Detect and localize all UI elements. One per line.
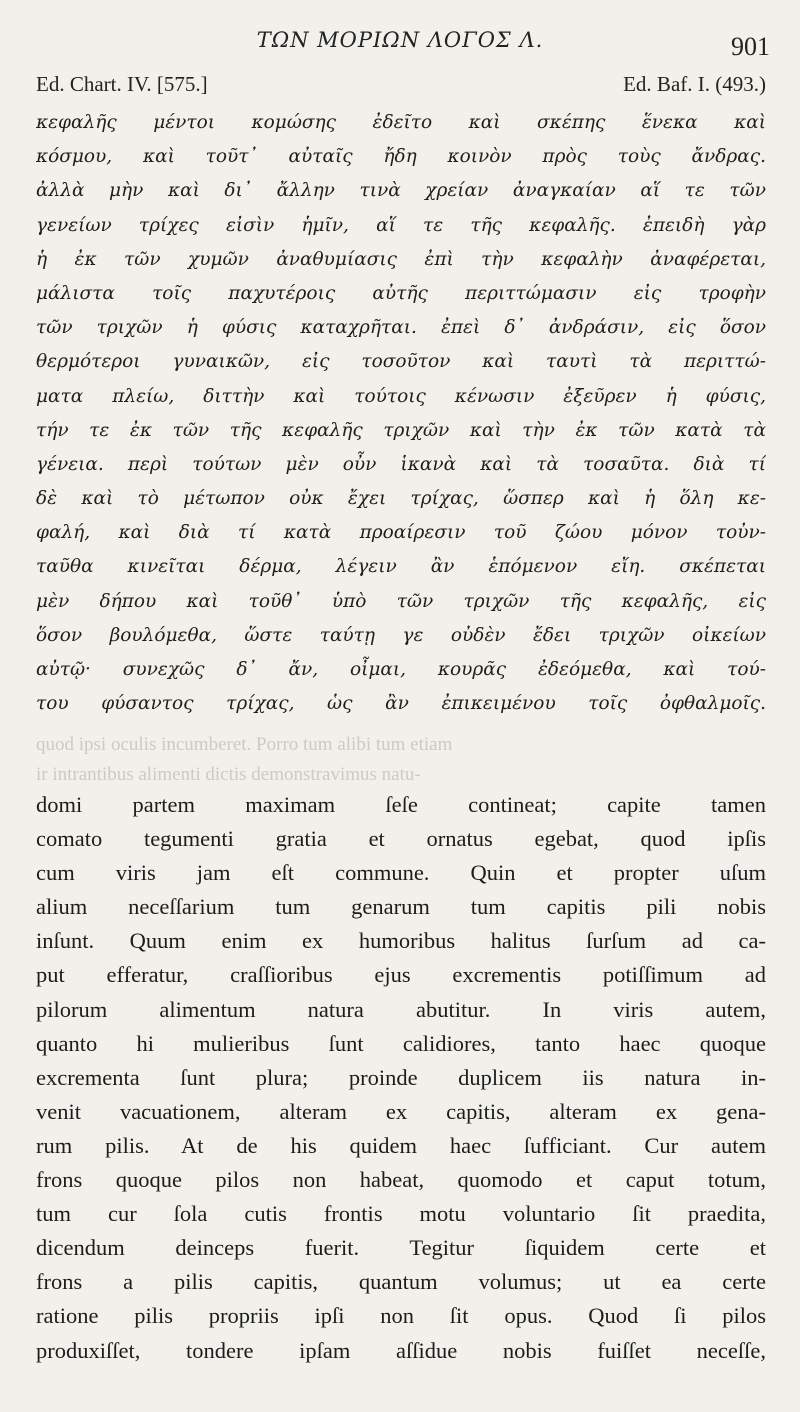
latin-line: frons quoque pilos non habeat, quomodo et caput totum, [36,1167,766,1193]
latin-line: tum cur ſola cutis frontis motu voluntario ſit praedita, [36,1201,766,1227]
latin-line: rum pilis. At de his quidem haec ſufficiant. Cur autem [36,1132,766,1158]
greek-line: κόσμου, καὶ τοῦτ᾽ αὐταῖς ἤδη κοινὸν πρὸς τοὺς ἄνδρας. [36,146,766,168]
latin-line: excrementa ſunt plura; proinde duplicem iis natura in- [36,1064,766,1090]
bleed-line: quod ipsi oculis incumberet. Porro tum alibi tum etiam [36,734,453,755]
greek-line: μάλιστα τοῖς παχυτέροις αὐτῆς περιττώμασιν εἰς τροφὴν [36,282,766,304]
greek-line: τῶν τριχῶν ἡ φύσις καταχρῆται. ἐπεὶ δ᾽ ἀνδράσιν, εἰς ὅσον [36,317,766,339]
greek-line: δὲ καὶ τὸ μέτωπον οὐκ ἔχει τρίχας, ὥσπερ καὶ ἡ ὅλη κε- [36,488,766,510]
latin-text [36,788,766,1368]
greek-text [36,106,766,721]
latin-line: dicendum deinceps fuerit. Tegitur ſiquidem certe et [36,1235,766,1261]
greek-line: ἡ ἐκ τῶν χυμῶν ἀναθυμίασις ἐπὶ τὴν κεφαλὴν ἀναφέρεται, [36,248,766,270]
latin-line: cum viris jam eſt commune. Quin et propter uſum [36,860,766,886]
latin-line: ratione pilis propriis ipſi non ſit opus. Quod ſi pilos [36,1303,766,1329]
latin-line: produxiſſet, tondere ipſam aſſidue nobis fuiſſet neceſſe, [36,1337,766,1363]
latin-line: venit vacuationem, alteram ex capitis, alteram ex gena- [36,1098,766,1124]
greek-line: κεφαλῆς μέντοι κομώσης ἐδεῖτο καὶ σκέπης ἕνεκα καὶ [36,112,766,133]
latin-line: pilorum alimentum natura abutitur. In viris autem, [36,996,766,1022]
latin-line: quanto hi mulieribus ſunt calidiores, tanto haec quoque [36,1030,766,1056]
greek-line: ματα πλείω, διττὴν καὶ τούτοις κένωσιν ἐξεῦρεν ἡ φύσις, [36,385,766,407]
latin-line: domi partem maximam ſeſe contineat; capite tamen [36,792,766,817]
greek-line: ὅσον βουλόμεθα, ὥστε ταύτῃ γε οὐδὲν ἔδει τριχῶν οἰκείων [36,624,766,646]
greek-line: θερμότεροι γυναικῶν, εἰς τοσοῦτον καὶ ταυτὶ τὰ περιττώ- [36,351,766,373]
greek-line: ταῦθα κινεῖται δέρμα, λέγειν ἂν ἑπόμενον εἴη. σκέπεται [36,556,766,578]
edition-references [36,72,766,97]
latin-line: frons a pilis capitis, quantum volumus; ut ea certe [36,1269,766,1295]
greek-line: μὲν δήπου καὶ τοῦθ᾽ ὑπὸ τῶν τριχῶν τῆς κεφαλῆς, εἰς [36,590,766,612]
latin-line: comato tegumenti gratia et ornatus egebat, quod ipſis [36,826,766,852]
greek-line: αὐτῷ· συνεχῶς δ᾽ ἄν, οἶμαι, κουρᾶς ἐδεόμεθα, καὶ τού- [36,659,766,680]
greek-line: γενείων τρίχες εἰσὶν ἡμῖν, αἵ τε τῆς κεφαλῆς. ἐπειδὴ γὰρ [36,214,766,236]
latin-line: inſunt. Quum enim ex humoribus halitus ſurſum ad ca- [36,928,766,954]
greek-line: ἀλλὰ μὴν καὶ δι᾽ ἄλλην τινὰ χρείαν ἀναγκαίαν αἵ τε τῶν [36,180,766,202]
bleed-line: ir intrantibus alimenti dictis demonstravimus natu- [36,764,421,785]
greek-line: γένεια. περὶ τούτων μὲν οὖν ἱκανὰ καὶ τὰ τοσαῦτα. διὰ τί [36,453,766,475]
latin-line: alium neceſſarium tum genarum tum capitis pili nobis [36,894,766,920]
page-number: 901 [731,32,770,61]
edition-chartier: Ed. Chart. IV. [575.] [36,72,208,96]
greek-line: τήν τε ἐκ τῶν τῆς κεφαλῆς τριχῶν καὶ τὴν ἐκ τῶν κατὰ τὰ [36,419,766,441]
bleed-through-text [36,730,766,790]
running-title: ΤΩΝ ΜΟΡΙΩΝ ΛΟΓΟΣ Λ. [256,28,544,52]
edition-basel: Ed. Baf. I. (493.) [623,72,766,96]
greek-line: φαλή, καὶ διὰ τί κατὰ προαίρεσιν τοῦ ζώου μόνον τοὐν- [36,522,766,544]
latin-line: put efferatur, craſſioribus ejus excrementis potiſſimum ad [36,962,766,988]
greek-line: του φύσαντος τρίχας, ὡς ἂν ἐπικειμένου τοῖς ὀφθαλμοῖς. [36,693,766,715]
